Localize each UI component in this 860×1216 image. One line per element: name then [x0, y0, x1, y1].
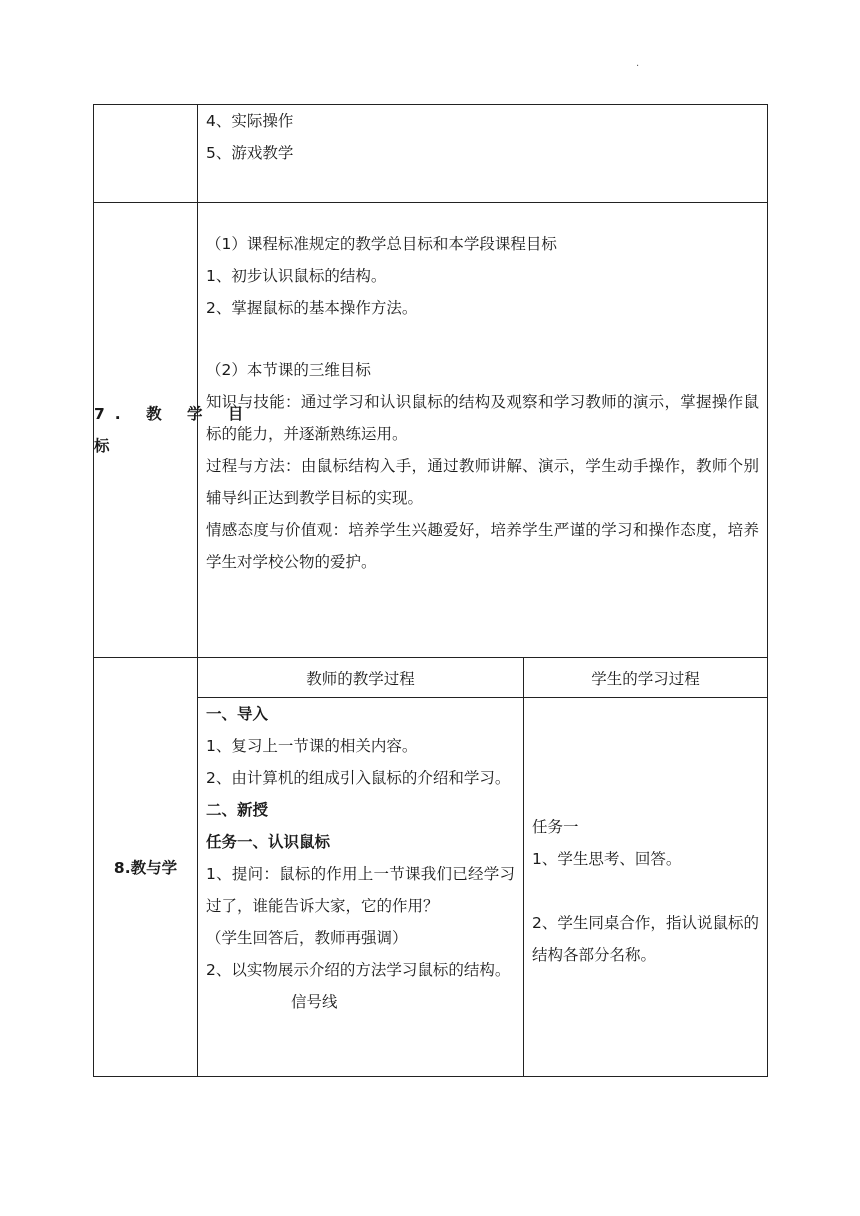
lesson-plan-table — [93, 104, 768, 1077]
page-mark: . — [636, 58, 640, 69]
goals-content-cell — [198, 203, 768, 658]
section-intro-title: 一、导入 — [206, 705, 269, 723]
methods-label-cell — [94, 105, 198, 203]
method-item-4: 4、实际操作 — [206, 112, 294, 130]
goals-label-line1: 7. 教 学 目 — [94, 405, 254, 423]
task1-item-2: 2、以实物展示介绍的方法学习鼠标的结构。 — [206, 961, 511, 979]
methods-row — [94, 105, 768, 203]
student-process-header: 学生的学习过程 — [524, 658, 768, 698]
task1-note: （学生回答后，教师再强调） — [206, 929, 408, 947]
section-new-title: 二、新授 — [206, 801, 269, 819]
teacher-process-cell — [198, 698, 524, 1077]
teaching-header-row — [94, 658, 768, 698]
goals-label-line2: 标 — [94, 437, 110, 455]
task1-title: 任务一、认识鼠标 — [206, 833, 331, 851]
teaching-label: 8.教与学 — [113, 859, 178, 877]
goals-p2-heading: （2）本节课的三维目标 — [206, 361, 371, 379]
goals-p1-item1: 1、初步认识鼠标的结构。 — [206, 267, 387, 285]
student-item-1: 1、学生思考、回答。 — [532, 850, 682, 868]
goals-row — [94, 203, 768, 658]
goals-knowledge: 知识与技能：通过学习和认识鼠标的结构及观察和学习教师的演示，掌握操作鼠标的能力，并逐渐熟练运用。 — [206, 393, 759, 443]
teaching-label-cell — [94, 658, 198, 1077]
goals-p1-item2: 2、掌握鼠标的基本操作方法。 — [206, 299, 418, 317]
teacher-process-header: 教师的教学过程 — [198, 658, 524, 698]
goals-emotion: 情感态度与价值观：培养学生兴趣爱好，培养学生严谨的学习和操作态度，培养学生对学校公物的爱护。 — [206, 521, 759, 571]
method-item-5: 5、游戏教学 — [206, 144, 294, 162]
goals-label-cell — [94, 203, 254, 658]
intro-item-2: 2、由计算机的组成引入鼠标的介绍和学习。 — [206, 769, 511, 787]
student-task-label: 任务一 — [532, 818, 579, 836]
task1-item-1: 1、提问：鼠标的作用上一节课我们已经学习过了，谁能告诉大家，它的作用？ — [206, 865, 515, 915]
methods-content-cell — [198, 105, 768, 203]
student-process-cell — [524, 698, 768, 1077]
goals-p1-heading: （1）课程标准规定的教学总目标和本学段课程目标 — [206, 235, 557, 253]
intro-item-1: 1、复习上一节课的相关内容。 — [206, 737, 418, 755]
signal-line-caption: 信号线 — [291, 993, 338, 1011]
goals-process: 过程与方法：由鼠标结构入手，通过教师讲解、演示，学生动手操作，教师个别辅导纠正达到教学目标的实现。 — [206, 457, 759, 507]
student-item-2: 2、学生同桌合作，指认说鼠标的结构各部分名称。 — [532, 914, 759, 964]
